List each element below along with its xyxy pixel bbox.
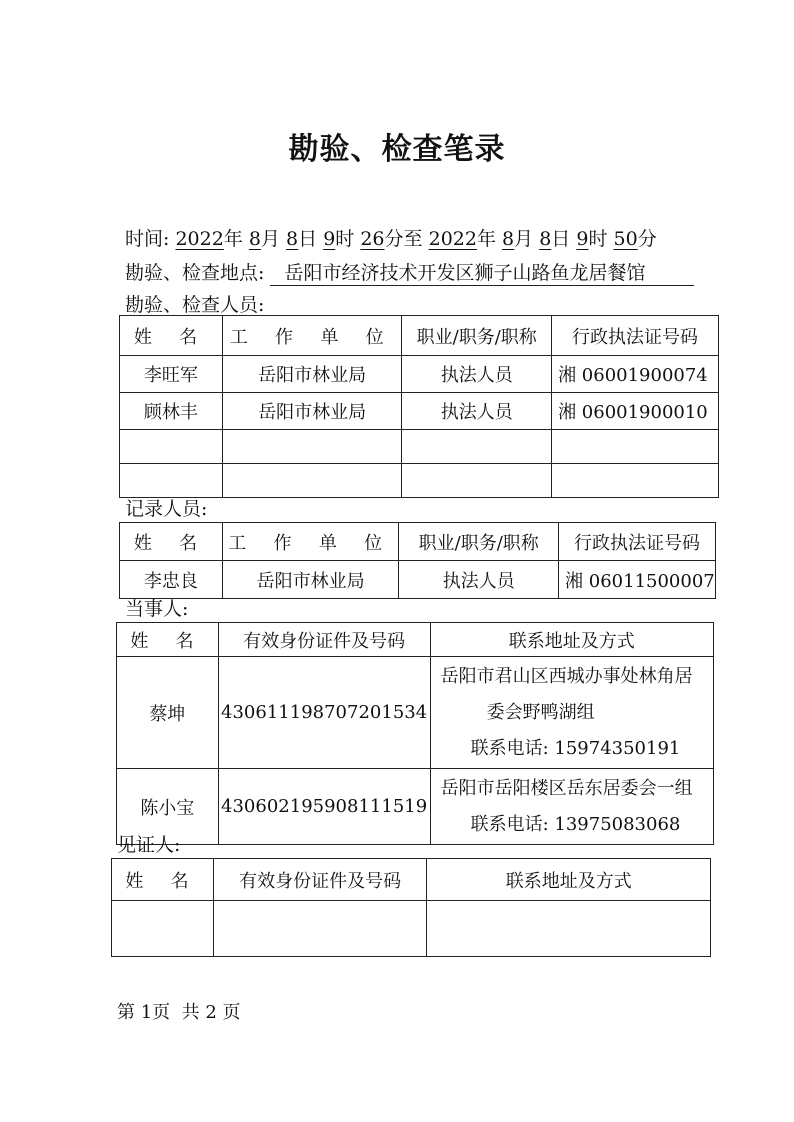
party-name: 陈小宝 (117, 769, 219, 845)
to-label: 至 (403, 228, 423, 250)
start-year: 2022 (175, 228, 224, 250)
recorder-name: 李忠良 (120, 561, 223, 599)
location-line (125, 258, 694, 286)
inspector-role (402, 430, 552, 464)
page-number: 第 1页 共 2 页 (117, 1002, 241, 1023)
witness-name (112, 901, 214, 957)
minute-unit: 分 (637, 228, 657, 250)
inspector-name: 顾林丰 (120, 393, 223, 430)
month-unit: 月 (260, 228, 280, 250)
header-cert: 行政执法证号码 (559, 523, 716, 561)
header-cert: 行政执法证号码 (552, 316, 719, 356)
inspector-cert (552, 464, 719, 498)
hour-unit: 时 (335, 228, 355, 250)
time-line (125, 224, 657, 251)
witness-label: 见证人: (117, 834, 181, 856)
party-id: 430602195908111519 (218, 769, 430, 845)
start-day: 8 (286, 228, 299, 250)
header-name: 姓 名 (120, 316, 223, 356)
table-row (120, 356, 719, 393)
table-row (120, 430, 719, 464)
table-row (120, 561, 716, 599)
table-row (120, 393, 719, 430)
header-name: 姓 名 (120, 523, 223, 561)
day-unit: 日 (298, 228, 318, 250)
inspector-role: 执法人员 (402, 393, 552, 430)
inspector-name (120, 430, 223, 464)
party-address-line: 岳阳市岳阳楼区岳东居委会一组 (440, 777, 693, 799)
recorder-cert: 湘 06011500007 (559, 561, 716, 599)
table-row (112, 901, 711, 957)
document-title: 勘验、检查笔录 (288, 132, 506, 167)
inspector-name: 李旺军 (120, 356, 223, 393)
header-contact: 联系地址及方式 (427, 859, 711, 901)
party-address-line: 委会野鸭湖组 (486, 701, 595, 723)
header-name: 姓 名 (112, 859, 214, 901)
table-header-row (120, 523, 716, 561)
witness-contact (427, 901, 711, 957)
year-unit: 年 (476, 228, 496, 250)
inspector-unit: 岳阳市林业局 (222, 393, 402, 430)
witness-table (111, 858, 711, 957)
end-hour: 9 (576, 228, 589, 250)
recorder-label: 记录人员: (125, 498, 208, 520)
table-header-row (117, 623, 714, 657)
end-minute: 50 (613, 228, 638, 250)
table-row (120, 464, 719, 498)
minute-unit: 分 (384, 228, 404, 250)
party-address-line: 岳阳市君山区西城办事处林角居 (440, 665, 693, 687)
header-unit: 工 作 单 位 (222, 523, 399, 561)
party-contact (430, 769, 713, 845)
party-phone: 联系电话: 15974350191 (470, 737, 681, 759)
start-hour: 9 (323, 228, 336, 250)
table-header-row (120, 316, 719, 356)
start-month: 8 (248, 228, 261, 250)
header-id: 有效身份证件及号码 (213, 859, 427, 901)
end-year: 2022 (428, 228, 477, 250)
inspector-role (402, 464, 552, 498)
inspector-cert (552, 430, 719, 464)
end-month: 8 (502, 228, 515, 250)
header-id: 有效身份证件及号码 (218, 623, 430, 657)
start-minute: 26 (360, 228, 385, 250)
inspector-cert: 湘 06001900010 (552, 393, 719, 430)
header-contact: 联系地址及方式 (430, 623, 713, 657)
header-unit: 工 作 单 位 (222, 316, 402, 356)
inspectors-label: 勘验、检查人员: (125, 294, 265, 316)
end-day: 8 (539, 228, 552, 250)
location-value: 岳阳市经济技术开发区狮子山路鱼龙居餐馆 (270, 258, 694, 286)
recorder-table (119, 522, 716, 599)
table-row (117, 657, 714, 769)
time-label: 时间: (125, 228, 170, 250)
inspectors-table (119, 315, 719, 498)
inspector-role: 执法人员 (402, 356, 552, 393)
inspector-cert: 湘 06001900074 (552, 356, 719, 393)
party-phone: 联系电话: 13975083068 (470, 813, 681, 835)
recorder-role: 执法人员 (399, 561, 559, 599)
table-row (117, 769, 714, 845)
year-unit: 年 (223, 228, 243, 250)
witness-id (213, 901, 427, 957)
inspector-unit (222, 430, 402, 464)
location-label: 勘验、检查地点: (125, 262, 265, 284)
month-unit: 月 (514, 228, 534, 250)
header-name: 姓 名 (117, 623, 219, 657)
day-unit: 日 (551, 228, 571, 250)
recorder-unit: 岳阳市林业局 (222, 561, 399, 599)
header-role: 职业/职务/职称 (399, 523, 559, 561)
party-name: 蔡坤 (117, 657, 219, 769)
party-label: 当事人: (125, 598, 189, 620)
hour-unit: 时 (588, 228, 608, 250)
party-table (116, 622, 714, 845)
table-header-row (112, 859, 711, 901)
inspector-unit (222, 464, 402, 498)
inspector-unit: 岳阳市林业局 (222, 356, 402, 393)
party-id: 430611198707201534 (218, 657, 430, 769)
party-contact (430, 657, 713, 769)
header-role: 职业/职务/职称 (402, 316, 552, 356)
inspector-name (120, 464, 223, 498)
